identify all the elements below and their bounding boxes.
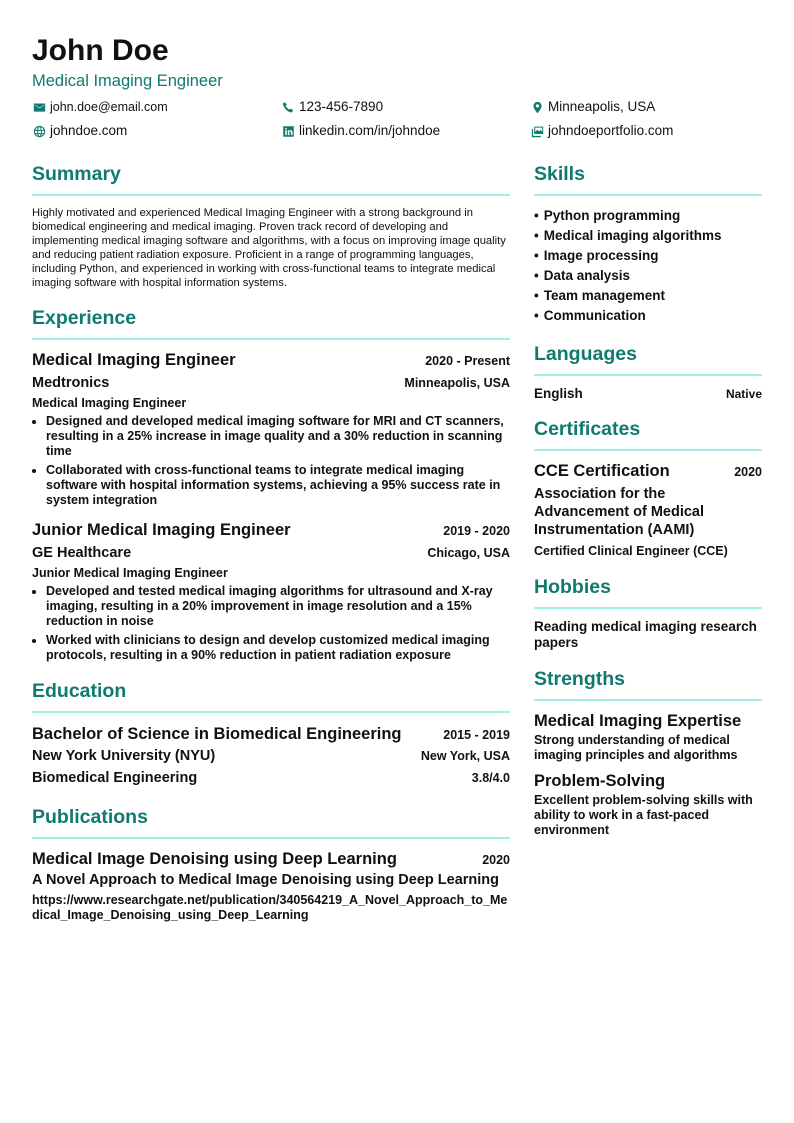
publication-title: Medical Image Denoising using Deep Learning [32, 850, 397, 868]
school-name: New York University (NYU) [32, 748, 216, 764]
strength-description: Excellent problem-solving skills with ability to work in a fast-paced environment [534, 793, 753, 837]
experience-entry [32, 350, 510, 508]
phone-text: 123-456-7890 [299, 99, 384, 114]
contact-email[interactable] [32, 98, 281, 116]
language-level: Native [725, 387, 762, 401]
resume-header [32, 33, 762, 140]
education-dates: 2015 - 2019 [443, 728, 510, 742]
job-location: Minneapolis, USA [404, 376, 510, 390]
company-name: GE Healthcare [32, 545, 132, 561]
map-pin-icon [530, 100, 544, 114]
education-section [32, 677, 510, 789]
experience-entry [32, 520, 510, 663]
certificate-issuer: Association for the Advancement of Medical Instrumentation (AAMI) [534, 486, 705, 538]
skill-item: • Image processing [534, 246, 762, 266]
job-bullets [32, 414, 510, 508]
skills-list [534, 206, 762, 326]
skill-item: • Team management [534, 286, 762, 306]
contact-info [32, 98, 762, 140]
languages-heading: Languages [534, 340, 762, 376]
job-bullet: • Worked with clinicians to design and develop customized medical imaging protocols, resulting in a 90% reduction in patient radiation exposure [46, 633, 510, 663]
left-column [32, 160, 510, 937]
job-subtitle: Medical Imaging Engineer [32, 396, 187, 410]
contact-portfolio[interactable] [530, 122, 762, 140]
certificate-title: CCE Certification [534, 462, 670, 480]
skills-section [534, 160, 762, 326]
certificates-section [534, 415, 762, 559]
linkedin-icon [281, 124, 295, 138]
job-title: Junior Medical Imaging Engineer [32, 521, 291, 539]
strength-title: Medical Imaging Expertise [534, 712, 742, 730]
skill-item: • Medical imaging algorithms [534, 226, 762, 246]
job-dates: 2020 - Present [425, 354, 510, 368]
email-icon [32, 100, 46, 114]
right-column [534, 160, 762, 852]
hobby-text: Reading medical imaging research papers [534, 619, 757, 650]
job-subtitle: Junior Medical Imaging Engineer [32, 566, 228, 580]
publication-subtitle: A Novel Approach to Medical Image Denoising using Deep Learning [32, 872, 500, 888]
contact-linkedin[interactable] [281, 122, 530, 140]
company-name: Medtronics [32, 375, 110, 391]
publication-link[interactable]: https://www.researchgate.net/publication/340564219_A_Novel_Approach_to_Medical_Image_Denoising_using_Deep_Learning [32, 893, 508, 922]
publications-heading: Publications [32, 803, 510, 839]
skill-item: • Communication [534, 306, 762, 326]
job-bullet: • Collaborated with cross-functional teams to integrate medical imaging software with hospital information systems, achieving a 95% success rate in system integration [46, 463, 510, 508]
experience-section [32, 304, 510, 663]
degree-title: Bachelor of Science in Biomedical Engineering [32, 725, 402, 743]
candidate-title: Medical Imaging Engineer [32, 72, 223, 90]
skill-item: • Python programming [534, 206, 762, 226]
job-bullets [32, 584, 510, 663]
portfolio-text: johndoeportfolio.com [548, 123, 674, 138]
strengths-section [534, 665, 762, 838]
field-of-study: Biomedical Engineering [32, 770, 198, 786]
school-location: New York, USA [420, 749, 510, 763]
linkedin-text: linkedin.com/in/johndoe [299, 123, 441, 138]
publication-year: 2020 [482, 853, 510, 867]
contact-website[interactable] [32, 122, 281, 140]
phone-icon [281, 100, 295, 114]
language-name: English [534, 386, 583, 401]
job-bullet: • Designed and developed medical imaging software for MRI and CT scanners, resulting in a 25% increase in image quality and a 30% reduction in scanning time [46, 414, 510, 459]
job-location: Chicago, USA [427, 546, 510, 560]
job-bullet: • Developed and tested medical imaging algorithms for ultrasound and X-ray imaging, resulting in a 20% improvement in image resolution and a 15% reduction in noise [46, 584, 510, 629]
candidate-name: John Doe [32, 34, 169, 67]
portfolio-image-icon [530, 124, 544, 138]
certificate-year: 2020 [734, 465, 762, 479]
gpa: 3.8/4.0 [471, 771, 510, 785]
summary-text: Highly motivated and experienced Medical Imaging Engineer with a strong background in biomedical engineering and medical imaging. Proven track record of developing and implementing medical imaging software and algorithms, with a focus on improving image quality and reducing patient radiation exposure. Proficient in a range of programming languages, including Python, and experienced in working with cross-functional teams to integrate medical imaging software with hospital information systems. [32, 207, 506, 289]
website-text: johndoe.com [50, 123, 128, 138]
publications-section [32, 803, 510, 923]
summary-heading: Summary [32, 160, 510, 196]
hobbies-heading: Hobbies [534, 573, 762, 609]
hobbies-section [534, 573, 762, 651]
globe-icon [32, 124, 46, 138]
email-text: john.doe@email.com [50, 100, 168, 114]
strengths-heading: Strengths [534, 665, 762, 701]
contact-location [530, 98, 762, 116]
strength-description: Strong understanding of medical imaging principles and algorithms [534, 733, 738, 762]
contact-phone[interactable] [281, 98, 530, 116]
language-row [534, 386, 762, 401]
strength-title: Problem-Solving [534, 772, 666, 790]
certificate-description: Certified Clinical Engineer (CCE) [534, 544, 728, 558]
languages-section [534, 340, 762, 401]
skills-heading: Skills [534, 160, 762, 196]
certificates-heading: Certificates [534, 415, 762, 451]
summary-section [32, 160, 510, 290]
education-heading: Education [32, 677, 510, 713]
experience-heading: Experience [32, 304, 510, 340]
skill-item: • Data analysis [534, 266, 762, 286]
location-text: Minneapolis, USA [548, 99, 656, 114]
job-title: Medical Imaging Engineer [32, 351, 236, 369]
job-dates: 2019 - 2020 [443, 524, 510, 538]
